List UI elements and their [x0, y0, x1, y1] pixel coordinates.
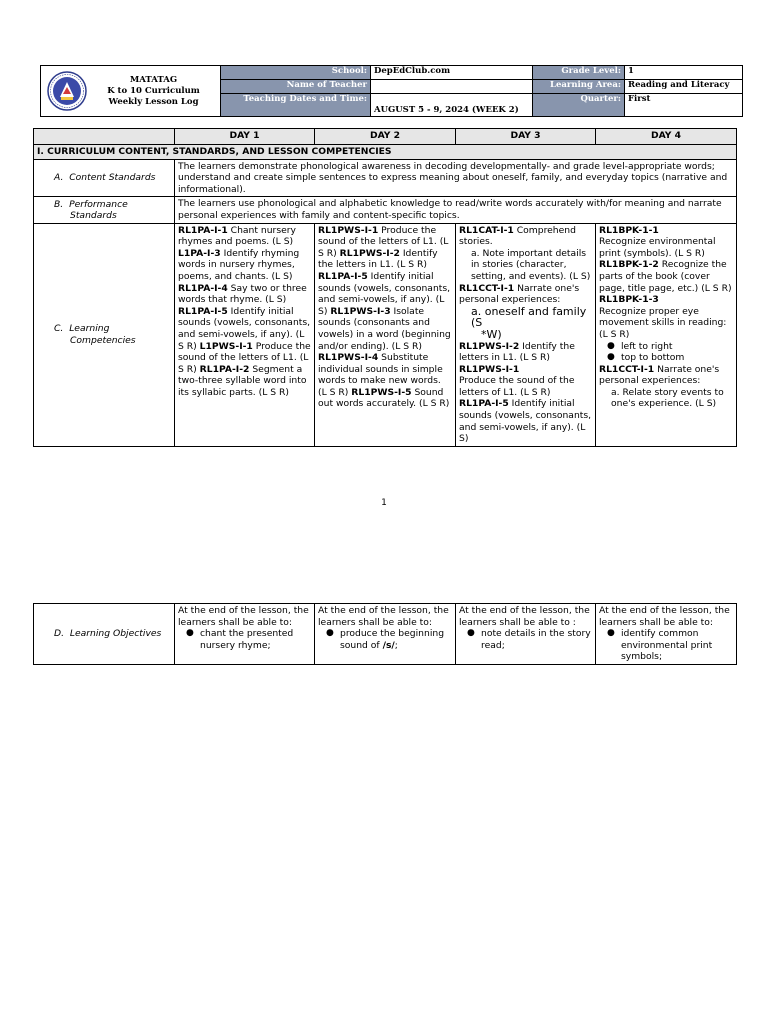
day1-competencies: RL1PA-I-1 Chant nursery rhymes and poems. (L S) L1PA-I-3 Identify rhyming words in nursery rhymes, poems, and chants. (L S) RL1PA-I-4 Say two or three words that rhyme. (L S) RL1PA-I-5 Identify initial sounds (vowels, consonants, and semi-vowels, if any). (L S R) L1PWS-I-1 Produce the sound of the letters of L1. (L S R) RL1PA-I-2 Segment a two-three syllable word into its syllabic parts. (L S R) — [175, 223, 315, 446]
list-item: ● produce the beginning sound of /s/; — [340, 628, 452, 651]
competencies-row — [34, 223, 737, 446]
quarter-label: Quarter: — [533, 94, 625, 117]
day1-objectives: At the end of the lesson, the learners shall be able to: ● chant the presented nursery rhyme; — [175, 604, 315, 665]
eye-movement-list — [599, 341, 733, 364]
content-standards-text — [175, 159, 737, 197]
teacher-label: Name of Teacher — [221, 80, 371, 94]
page-number: 1 — [381, 498, 387, 508]
list-item: ● note details in the story read; — [481, 628, 592, 651]
content-standards-label: A. Content Standards — [34, 159, 175, 197]
grade-value: 1 — [625, 66, 743, 80]
content-standard-line: understand and create simple sentences to express meaning about oneself, family, and everyday topics (narrative and informational). — [178, 172, 728, 195]
performance-standards-row — [34, 197, 737, 223]
area-label: Learning Area: — [533, 80, 625, 94]
title-line-1: MATATAG — [129, 74, 178, 85]
list-item: ● top to bottom — [621, 352, 733, 364]
day4-objectives: At the end of the lesson, the learners shall be able to: ● identify common environmental print symbols; — [596, 604, 737, 665]
section-title: I. CURRICULUM CONTENT, STANDARDS, AND LESSON COMPETENCIES — [34, 145, 737, 160]
dates-value: AUGUST 5 - 9, 2024 (WEEK 2) — [371, 94, 533, 117]
school-label: School: — [221, 66, 371, 80]
day2-objectives: At the end of the lesson, the learners shall be able to: ● produce the beginning sound of /s/; — [315, 604, 456, 665]
day-header: DAY 1 — [175, 129, 315, 145]
corner-cell — [34, 129, 175, 145]
dates-label: Teaching Dates and Time: — [221, 94, 371, 117]
content-standards-row — [34, 159, 737, 197]
day-header-row — [34, 129, 737, 145]
deped-seal-icon — [47, 71, 87, 111]
teacher-value — [371, 80, 533, 94]
header-table — [40, 65, 743, 117]
day4-competencies: RL1BPK-1-1 Recognize environmental print (symbols). (L S R) RL1BPK-1-2 Recognize the parts of the book (cover page, title page, etc.) (L S R) RL1BPK-1-3 Recognize proper eye movement skills in reading: (L S R) ● left to right ● top to bottom RL1CCT-I-1 Narrate one's personal experiences: a. Relate story events to one's experience. (L S) — [596, 223, 737, 446]
school-value: DepEdClub.com — [371, 66, 533, 80]
list-item: ● chant the presented nursery rhyme; — [200, 628, 311, 651]
title-line-3: Weekly Lesson Log — [108, 96, 199, 107]
list-item: ● identify common environmental print symbols; — [621, 628, 733, 663]
area-value: Reading and Literacy — [625, 80, 743, 94]
header-logo-cell — [41, 66, 221, 117]
content-standard-line: The learners demonstrate phonological awareness in decoding developmentally- and grade level-appropriate words; — [178, 160, 715, 172]
title-line-2: K to 10 Curriculum — [107, 85, 200, 96]
curriculum-table — [33, 128, 737, 447]
day-header: DAY 3 — [456, 129, 596, 145]
day2-competencies: RL1PWS-I-1 Produce the sound of the letters of L1. (L S R) RL1PWS-I-2 Identify the letters in L1. (L S R) RL1PA-I-5 Identify initial sounds (vowels, consonants, and semi-vowels, if any). (L S) RL1PWS-I-3 Isolate sounds (consonants and vowels) in a word (beginning and/or ending). (L S R) RL1PWS-I-4 Substitute individual sounds in simple words to make new words. (L S R) RL1PWS-I-5 Sound out words accurately. (L S R) — [315, 223, 456, 446]
day3-competencies: RL1CAT-I-1 Comprehend stories. a. Note important details in stories (character, setting, and events). (L S) RL1CCT-I-1 Narrate one's personal experiences: a. oneself and family (S *W) RL1PWS-I-2 Identify the letters in L1. (L S R) RL1PWS-I-1 Produce the sound of the letters of L1. (L S R) RL1PA-I-5 Identify initial sounds (vowels, consonants, and semi-vowels, if any). (L S) — [456, 223, 596, 446]
objectives-row — [34, 604, 737, 665]
performance-standards-label: B. Performance Standards — [34, 197, 175, 223]
day-header: DAY 2 — [315, 129, 456, 145]
day3-objectives: At the end of the lesson, the learners shall be able to : ● note details in the story read; — [456, 604, 596, 665]
grade-label: Grade Level: — [533, 66, 625, 80]
list-item: ● left to right — [621, 341, 733, 353]
lesson-log-title — [87, 75, 220, 108]
day-header: DAY 4 — [596, 129, 737, 145]
objectives-table — [33, 603, 737, 665]
quarter-value: First — [625, 94, 743, 117]
competencies-label: C. Learning Competencies — [34, 223, 175, 446]
objectives-label: D. Learning Objectives — [34, 604, 175, 665]
performance-standards-text: The learners use phonological and alphabetic knowledge to read/write words accurately with/for meaning and narrate personal experiences with family and content-specific topics. — [175, 197, 737, 223]
